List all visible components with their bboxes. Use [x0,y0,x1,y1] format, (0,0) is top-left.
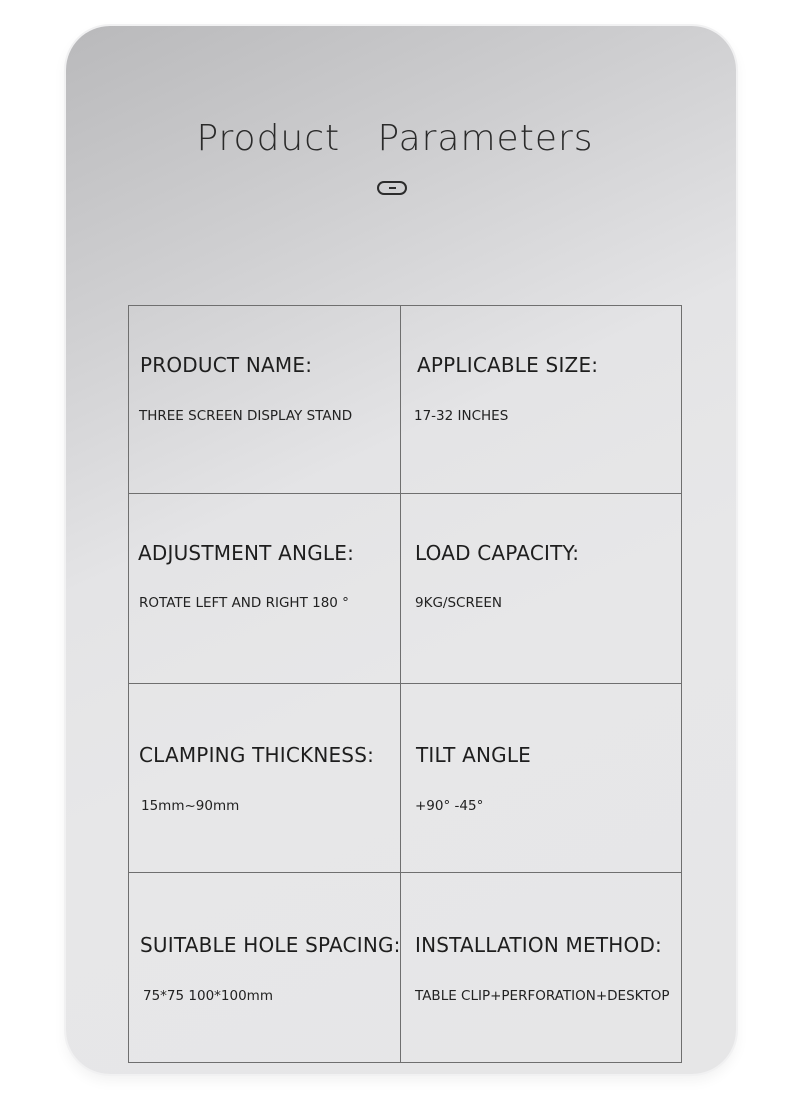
param-value-applicable-size: 17-32 INCHES [414,408,509,424]
param-value-tilt-angle: +90° -45° [415,798,484,814]
param-value-load-capacity: 9KG/SCREEN [415,595,502,611]
param-label-product-name: PRODUCT NAME: [140,353,313,377]
title-pill-icon [377,181,407,195]
param-value-clamping-thickness: 15mm~90mm [141,798,240,814]
page-title: Product Parameters [196,118,594,159]
param-value-hole-spacing: 75*75 100*100mm [143,988,273,1004]
row-divider [129,683,681,684]
param-label-installation-method: INSTALLATION METHOD: [415,933,662,957]
row-divider [129,872,681,873]
param-value-installation-method: TABLE CLIP+PERFORATION+DESKTOP [415,988,670,1004]
parameters-table [128,305,682,1063]
param-value-adjustment-angle: ROTATE LEFT AND RIGHT 180 ° [139,595,349,611]
param-label-hole-spacing: SUITABLE HOLE SPACING: [140,933,401,957]
param-label-applicable-size: APPLICABLE SIZE: [417,353,599,377]
param-label-clamping-thickness: CLAMPING THICKNESS: [139,743,375,767]
row-divider [129,493,681,494]
param-label-load-capacity: LOAD CAPACITY: [415,541,580,565]
param-label-adjustment-angle: ADJUSTMENT ANGLE: [138,541,355,565]
param-label-tilt-angle: TILT ANGLE [416,743,531,767]
param-value-product-name: THREE SCREEN DISPLAY STAND [139,408,353,424]
